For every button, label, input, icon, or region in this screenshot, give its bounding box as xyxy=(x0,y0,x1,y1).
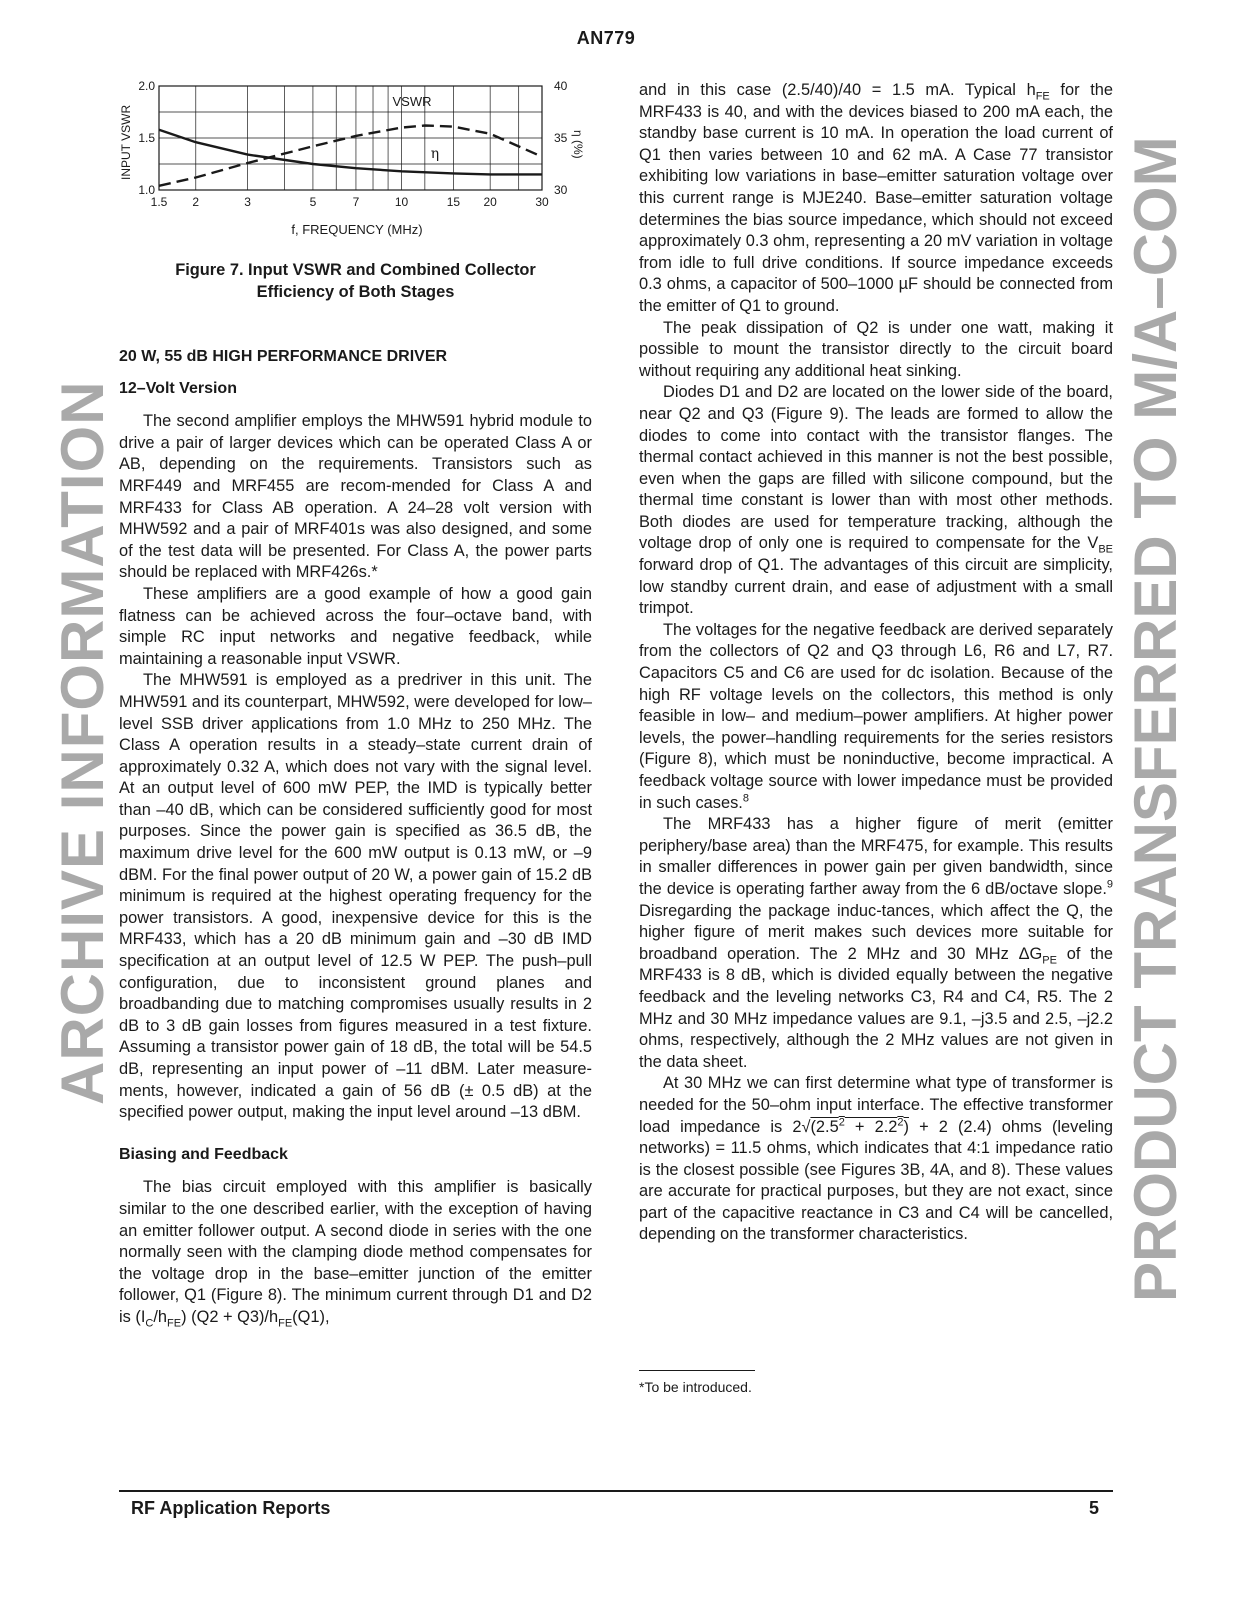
footer-rule xyxy=(119,1490,1113,1492)
subsection-heading-biasing: Biasing and Feedback xyxy=(119,1145,288,1163)
efficiency-series-label: η xyxy=(430,146,440,162)
y-tick-label: 2.0 xyxy=(138,79,155,93)
page-number: 5 xyxy=(1089,1498,1100,1518)
x-tick-label: 7 xyxy=(352,195,360,209)
chart-y2-axis-label: η (%) xyxy=(571,130,585,159)
paragraph: The peak dissipation of Q2 is under one watt, making it possible to mount the transistor directly to the circuit board without requiring any additional heat sinking. xyxy=(639,318,1113,380)
paragraph: The second amplifier employs the MHW591 hybrid module to drive a pair of larger devices which can be operated Class A or AB, depending on the requirements. Transistors such as MRF449 and MRF455 are recom-mended for Class A and MRF433 for Class AB operation. A 24–28 volt version with MHW592 and a pair of MRF401s was also designed, and some of the test data will be presented. For Class A, the power parts should be replaced with MRF426s.* xyxy=(119,412,592,582)
archive-watermark: ARCHIVE INFORMATION xyxy=(49,380,116,1105)
page-header-title: AN779 xyxy=(576,28,636,48)
subsection-heading-12v: 12–Volt Version xyxy=(119,379,237,397)
paragraph: These amplifiers are a good example of how a good gain flatness can be achieved across the four–octave band, with simple RC input networks and negative feedback, while maintaining a reasonable input VSWR. xyxy=(119,584,592,668)
x-tick-label: 1.5 xyxy=(150,195,168,209)
paragraph: and in this case (2.5/40)/40 = 1.5 mA. Typical $h_{FE}$ for the MRF433 is 40, and with the devices biased to 200 mA each, the standby base current is 10 mA. In operation the load current of Q1 then varies between 10 and 62 mA. A Case 77 transistor exhibiting low variations in base–emitter saturation voltage over this current range is MJE240. Base–emitter saturation voltage determines the bias source impedance, which should not exceed approximately 0.3 ohm, representing a 20 mV variation in voltage from idle to full drive conditions. If source impedance exceeds 0.3 ohms, a capacitor of 500–1000 µF should be connected from the emitter of Q1 to ground. xyxy=(639,81,1113,315)
y2-tick-label: 30 xyxy=(554,183,568,197)
footnote-rule xyxy=(639,1370,755,1371)
y-tick-label: 1.0 xyxy=(138,183,155,197)
transfer-watermark: PRODUCT TRANSFERRED TO M/A–COM xyxy=(1122,136,1189,1302)
footnote: *To be introduced. xyxy=(639,1379,752,1395)
x-tick-label: 5 xyxy=(309,195,317,209)
vswr-series-label: VSWR xyxy=(392,94,432,109)
chart-x-axis-label: f, FREQUENCY (MHz) xyxy=(291,222,423,237)
paragraph: The MHW591 is employed as a predriver in this unit. The MHW591 and its counterpart, MHW592, were developed for low–level SSB driver applications from 1.0 MHz to 250 MHz. The Class A operation results in a steady–state current drain of approximately 0.32 A, which does not vary with the signal level. At an output level of 600 mW PEP, the IMD is typically better than –40 dB, which can be considered sufficiently good for most purposes. Since the power gain is specified as 36.5 dB, the maximum drive level for the 600 mW output is 0.13 mW, or –9 dBM. For the final power output of 20 W, a power gain of 15.2 dB minimum is required at the highest operating frequency for the power transistors. A good, inexpensive device for this is the MRF433, which has a 20 dB minimum gain and –30 dB IMD specification at an output level of 12.5 W PEP. The push–pull configuration, due to inconsistent ground planes and broadbanding due to matching compromises usually results in 2 dB to 3 dB gain losses from figures measured in a test fixture. Assuming a transistor power gain of 18 dB, the total will be 54.5 dB, representing an input power of –11 dBM. Later measure-ments, however, indicated a gain of 56 dB (± 0.5 dB) at the specified power output, making the input level around –13 dBM. xyxy=(119,671,592,1122)
y-tick-label: 1.5 xyxy=(138,131,155,145)
figure-caption-line-2: Efficiency of Both Stages xyxy=(256,283,455,301)
paragraph: Diodes D1 and D2 are located on the lower side of the board, near Q2 and Q3 (Figure 9). The leads are formed to allow the diodes to come into contact with the transistor flanges. The thermal contact achieved in this manner is not the best possible, even when the gaps are filled with silicone compound, but the thermal time constant is lower than with most other methods. Both diodes are used for temperature tracking, although the voltage drop of only one is required to compensate for the $V_{BE}$ forward drop of Q1. The advantages of this circuit are simplicity, low standby current drain, and ease of adjustment with a small trimpot. xyxy=(639,383,1113,618)
figure-caption-line-1: Figure 7. Input VSWR and Combined Collector xyxy=(175,261,536,279)
left-column xyxy=(119,340,592,1329)
x-tick-label: 15 xyxy=(446,195,461,209)
section-heading: 20 W, 55 dB HIGH PERFORMANCE DRIVER xyxy=(119,348,448,365)
y2-tick-label: 40 xyxy=(554,79,568,93)
x-tick-label: 20 xyxy=(483,195,497,209)
x-tick-label: 3 xyxy=(244,195,251,209)
paragraph: At 30 MHz we can first determine what type of transformer is needed for the 50–ohm input interface. The effective transformer load impedance is $2√(2.5^2 + 2.2^2) + 2$ (2.4) ohms (leveling networks) = 11.5 ohms, which indicates that 4:1 impedance ratio is the closest possible (see Figures 3B, 4A, and 8). These values are accurate for practical purposes, but they are not exact, since part of the capacitive reactance in C3 and C4 will be cancelled, depending on the transformer characteristics. xyxy=(639,1074,1113,1244)
x-tick-label: 30 xyxy=(535,195,549,209)
paragraph: The voltages for the negative feedback are derived separately from the collectors of Q2 and Q3 through L6, R6 and L7, R7. Capacitors C5 and C6 are used for dc isolation. Because of the high RF voltage levels on the collectors, this method is only feasible in low– and medium–power amplifiers. At higher power levels, the power–handling requirements for the series resistors (Figure 8), which must be noninductive, become impractical. A feedback voltage source with lower impedance must be provided in such cases.$^8$ xyxy=(639,620,1113,812)
figure-caption xyxy=(119,259,592,303)
chart-series xyxy=(159,126,542,186)
right-column xyxy=(639,80,1113,1246)
x-tick-label: 10 xyxy=(394,195,409,209)
y2-tick-label: 35 xyxy=(554,131,568,145)
x-tick-label: 2 xyxy=(192,195,200,209)
efficiency-series-line xyxy=(159,130,542,175)
paragraph: The bias circuit employed with this amplifier is basically similar to the one described earlier, with the exception of having an emitter follower output. A second diode in series with the one normally seen with the clamping diode method compensates for the voltage drop in the base–emitter junction of the emitter follower, Q1 (Figure 8). The minimum current through D1 and D2 is $(I_C/h_{FE}) (Q2 + Q3)/h_{FE}(Q1)$, xyxy=(119,1178,592,1330)
vswr-efficiency-chart xyxy=(112,76,592,246)
paragraph: The MRF433 has a higher figure of merit (emitter periphery/base area) than the MRF475, for example. This results in smaller differences in power gain per given bandwidth, since the device is operating farther away from the 6 dB/octave slope.$^9$ Disregarding the package induc-tances, which affect the Q, the higher figure of merit makes such devices more suitable for broadband operation. The 2 MHz and 30 MHz $\Delta G_{PE}$ of the MRF433 is 8 dB, which is divided equally between the negative feedback and the leveling networks C3, R4 and C4, R5. The 2 MHz and 30 MHz impedance values are 9.1, –j3.5 and 2.5, –j2.2 ohms, respectively, although the 2 MHz values are not given in the data sheet. xyxy=(639,815,1113,1071)
chart-y-axis-label: INPUT VSWR xyxy=(119,104,133,180)
vswr-series-line xyxy=(159,126,542,186)
footer-title: RF Application Reports xyxy=(131,1498,331,1518)
